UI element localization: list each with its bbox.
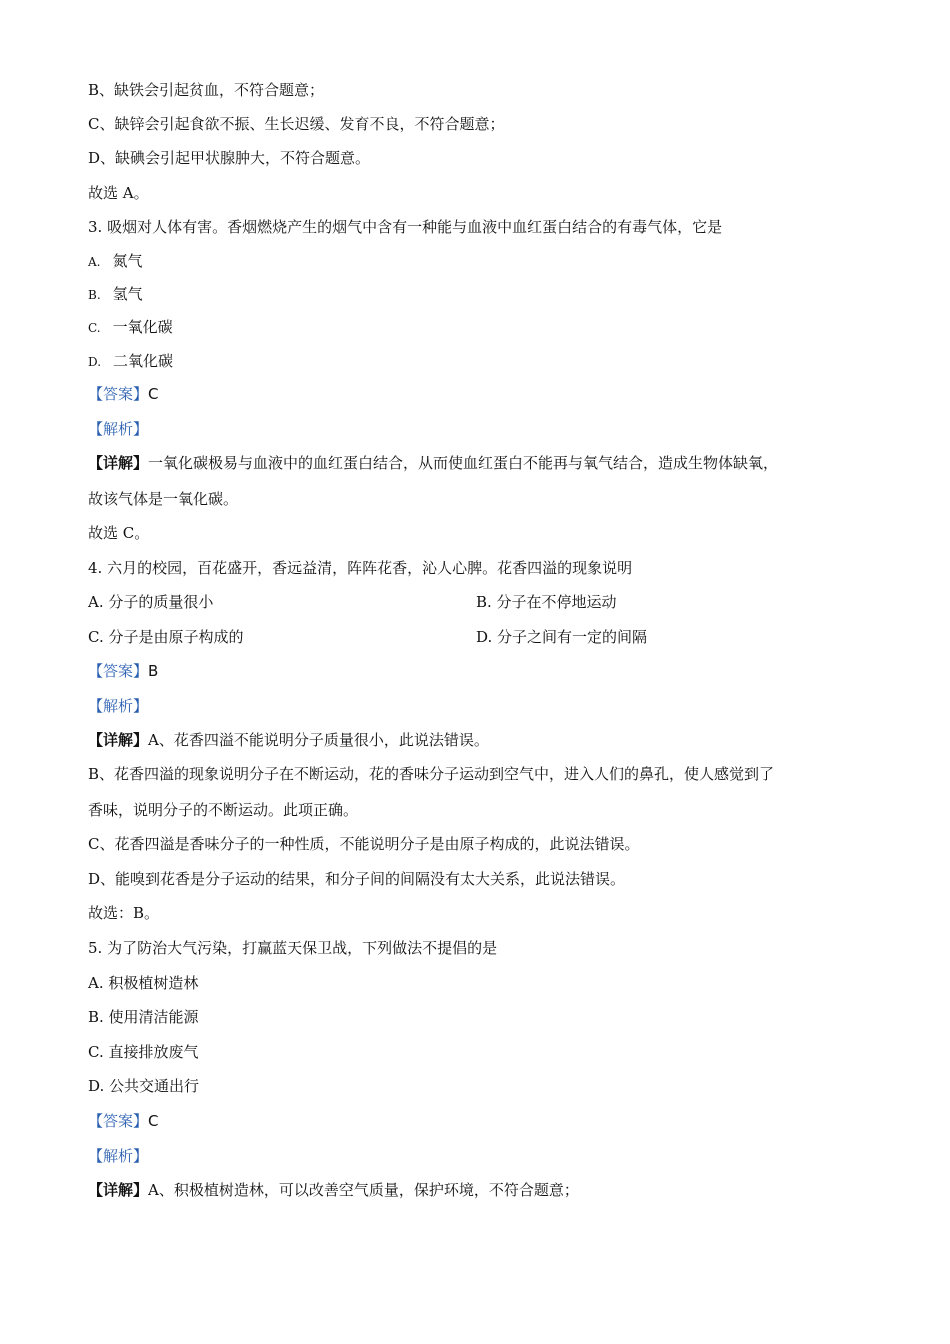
prev-option-d-explanation: D、缺碘会引起甲状腺肿大，不符合题意。 <box>88 149 371 167</box>
q5-detail-tag: 【详解】 <box>88 1181 149 1199</box>
q4-detail-a-text: A、花香四溢不能说明分子质量很小，此说法错误。 <box>148 731 489 749</box>
q5-option-c: C. 直接排放废气 <box>88 1043 199 1061</box>
q3-detail-tag: 【详解】 <box>88 454 149 472</box>
q4-option-b: B. 分子在不停地运动 <box>476 593 617 611</box>
q4-option-c: C. 分子是由原子构成的 <box>88 628 244 646</box>
q3-option-d-label: D. <box>88 355 102 369</box>
q3-option-d-text: 二氧化碳 <box>113 352 174 370</box>
q3-option-c-label: C. <box>88 321 101 335</box>
q3-conclusion: 故选 C。 <box>88 524 150 542</box>
q3-answer-value: C <box>148 385 159 403</box>
q5-detail-a-text: A、积极植树造林，可以改善空气质量，保护环境，不符合题意； <box>148 1181 579 1199</box>
q3-detail-line-2: 故该气体是一氧化碳。 <box>88 490 239 508</box>
q5-analysis-tag <box>88 1146 148 1166</box>
q4-answer <box>88 661 158 681</box>
q4-analysis-label: 【解析】 <box>88 697 149 715</box>
q5-stem: 5. 为了防治大气污染，打赢蓝天保卫战，下列做法不提倡的是 <box>88 939 498 957</box>
q5-answer-tag: 【答案】 <box>88 1112 149 1130</box>
q4-answer-value: B <box>148 662 159 680</box>
q5-option-b: B. 使用清洁能源 <box>88 1008 199 1026</box>
q3-option-b <box>88 284 143 305</box>
q4-answer-tag: 【答案】 <box>88 662 149 680</box>
prev-option-c-explanation: C、缺锌会引起食欲不振、生长迟缓、发育不良，不符合题意； <box>88 115 505 133</box>
q4-option-d: D. 分子之间有一定的间隔 <box>476 628 648 646</box>
q3-stem: 3. 吸烟对人体有害。香烟燃烧产生的烟气中含有一种能与血液中血红蛋白结合的有毒气体，它是 <box>88 218 723 236</box>
q3-answer <box>88 384 159 404</box>
q4-detail-c: C、花香四溢是香味分子的一种性质，不能说明分子是由原子构成的，此说法错误。 <box>88 835 640 853</box>
q4-analysis-tag <box>88 696 148 716</box>
q4-option-a: A. 分子的质量很小 <box>88 593 214 611</box>
q3-detail-text-1: 一氧化碳极易与血液中的血红蛋白结合，从而使血红蛋白不能再与氧气结合，造成生物体缺氧， <box>148 454 779 472</box>
q4-detail-b-line-2: 香味，说明分子的不断运动。此项正确。 <box>88 801 359 819</box>
q3-analysis-tag <box>88 419 148 439</box>
q4-stem: 4. 六月的校园，百花盛开，香远益清，阵阵花香，沁人心脾。花香四溢的现象说明 <box>88 559 633 577</box>
q3-option-a-label: A. <box>88 255 101 269</box>
q3-option-a-text: 氮气 <box>112 252 143 270</box>
q5-option-a: A. 积极植树造林 <box>88 974 199 992</box>
q3-option-c <box>88 317 173 338</box>
q4-detail-b-line-1: B、花香四溢的现象说明分子在不断运动，花的香味分子运动到空气中，进入人们的鼻孔，使人感觉到了 <box>88 765 775 783</box>
q3-detail-line-1 <box>88 453 778 473</box>
q5-answer <box>88 1111 159 1131</box>
q4-detail-tag: 【详解】 <box>88 731 149 749</box>
prev-conclusion: 故选 A。 <box>88 184 149 202</box>
q3-option-a <box>88 251 143 272</box>
prev-option-b-explanation: B、缺铁会引起贫血，不符合题意； <box>88 81 325 99</box>
q3-option-b-label: B. <box>88 288 101 302</box>
q5-answer-value: C <box>148 1112 159 1130</box>
q4-conclusion: 故选：B。 <box>88 904 160 922</box>
q5-analysis-label: 【解析】 <box>88 1147 149 1165</box>
q4-detail-a <box>88 730 489 750</box>
q3-option-d <box>88 351 173 372</box>
q3-answer-tag: 【答案】 <box>88 385 149 403</box>
q5-option-d: D. 公共交通出行 <box>88 1077 200 1095</box>
q5-detail-a <box>88 1180 579 1200</box>
q3-option-b-text: 氢气 <box>112 285 143 303</box>
q4-detail-d: D、能嗅到花香是分子运动的结果，和分子间的间隔没有太大关系，此说法错误。 <box>88 870 626 888</box>
q3-option-c-text: 一氧化碳 <box>112 318 173 336</box>
q3-analysis-label: 【解析】 <box>88 420 149 438</box>
